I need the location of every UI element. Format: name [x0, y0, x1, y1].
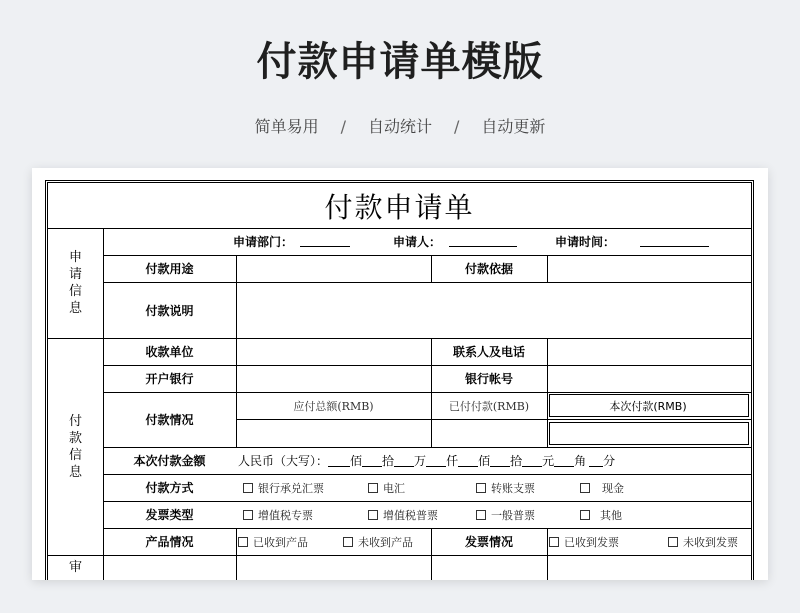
method-option-check[interactable]: 转账支票: [476, 474, 566, 501]
product-status-label: 产品情况: [145, 535, 194, 549]
amount-label: 本次付款金额: [133, 454, 206, 468]
tagline-separator: /: [340, 117, 346, 136]
due-total-header: 应付总额(RMB): [293, 399, 374, 413]
invoice-type-other[interactable]: 其他: [580, 501, 660, 528]
section-payment-info: 付 款 信 息: [68, 413, 82, 480]
invoice-type-general[interactable]: 增值税普票: [368, 501, 468, 528]
current-payment-value-box: [549, 422, 749, 445]
paid-header: 已付付款(RMB): [448, 399, 530, 413]
form-title: 付款申请单: [324, 190, 475, 224]
invoice-type-label: 发票类型: [145, 508, 194, 522]
checkbox[interactable]: [243, 483, 253, 493]
tagline-item-auto-stat: 自动统计: [367, 117, 432, 136]
payment-method-label: 付款方式: [145, 481, 194, 495]
form-preview-sheet: [32, 168, 768, 580]
dept-label: 申请部门：: [233, 235, 294, 249]
checkbox[interactable]: [580, 510, 590, 520]
checkbox[interactable]: [243, 510, 253, 520]
checkbox[interactable]: [668, 537, 678, 547]
desc-label: 付款说明: [145, 303, 194, 318]
checkbox[interactable]: [368, 483, 378, 493]
invoice-type-ordinary[interactable]: 一般普票: [476, 501, 566, 528]
section-apply-info: 申 请 信 息: [68, 250, 82, 316]
account-label: 银行帐号: [464, 372, 513, 386]
applicant-label: 申请人：: [393, 235, 442, 249]
tagline-item-easy: 简单易用: [254, 117, 319, 136]
tagline-separator: /: [454, 117, 460, 136]
payee-label: 收款单位: [145, 345, 194, 359]
contact-label: 联系人及电话: [452, 345, 525, 359]
time-blank[interactable]: [640, 246, 709, 247]
section-approval-partial: 审: [68, 559, 82, 575]
checkbox[interactable]: [476, 483, 486, 493]
invoice-status-label: 发票情况: [464, 535, 513, 549]
bank-label: 开户银行: [145, 372, 194, 386]
payment-request-form: [45, 180, 754, 580]
method-option-wire[interactable]: 电汇: [368, 474, 448, 501]
invoice-type-special[interactable]: 增值税专票: [243, 501, 353, 528]
checkbox[interactable]: [476, 510, 486, 520]
dept-blank[interactable]: [300, 246, 350, 247]
product-not-received-option[interactable]: 未收到产品: [343, 528, 431, 555]
invoice-received-option[interactable]: 已收到发票: [549, 528, 649, 555]
purpose-label: 付款用途: [145, 262, 194, 276]
amount-in-words-line: 人民币（大写）： 佰 拾 万 仟 佰 拾 元 角 分: [238, 454, 616, 468]
current-payment-header: 本次付款(RMB): [609, 399, 687, 413]
method-option-acceptance[interactable]: 银行承兑汇票: [243, 474, 353, 501]
invoice-not-received-option[interactable]: 未收到发票: [668, 528, 750, 555]
method-option-cash[interactable]: 现金: [580, 474, 660, 501]
checkbox[interactable]: [238, 537, 248, 547]
page-title: 付款申请单模版: [256, 39, 544, 85]
tagline: [0, 114, 800, 137]
time-label: 申请时间：: [555, 235, 616, 249]
checkbox[interactable]: [549, 537, 559, 547]
payment-status-label: 付款情况: [145, 413, 194, 427]
applicant-blank[interactable]: [449, 246, 517, 247]
checkbox[interactable]: [580, 483, 590, 493]
basis-label: 付款依据: [464, 262, 513, 276]
product-received-option[interactable]: 已收到产品: [238, 528, 328, 555]
checkbox[interactable]: [368, 510, 378, 520]
checkbox[interactable]: [343, 537, 353, 547]
tagline-item-auto-update: 自动更新: [481, 117, 546, 136]
